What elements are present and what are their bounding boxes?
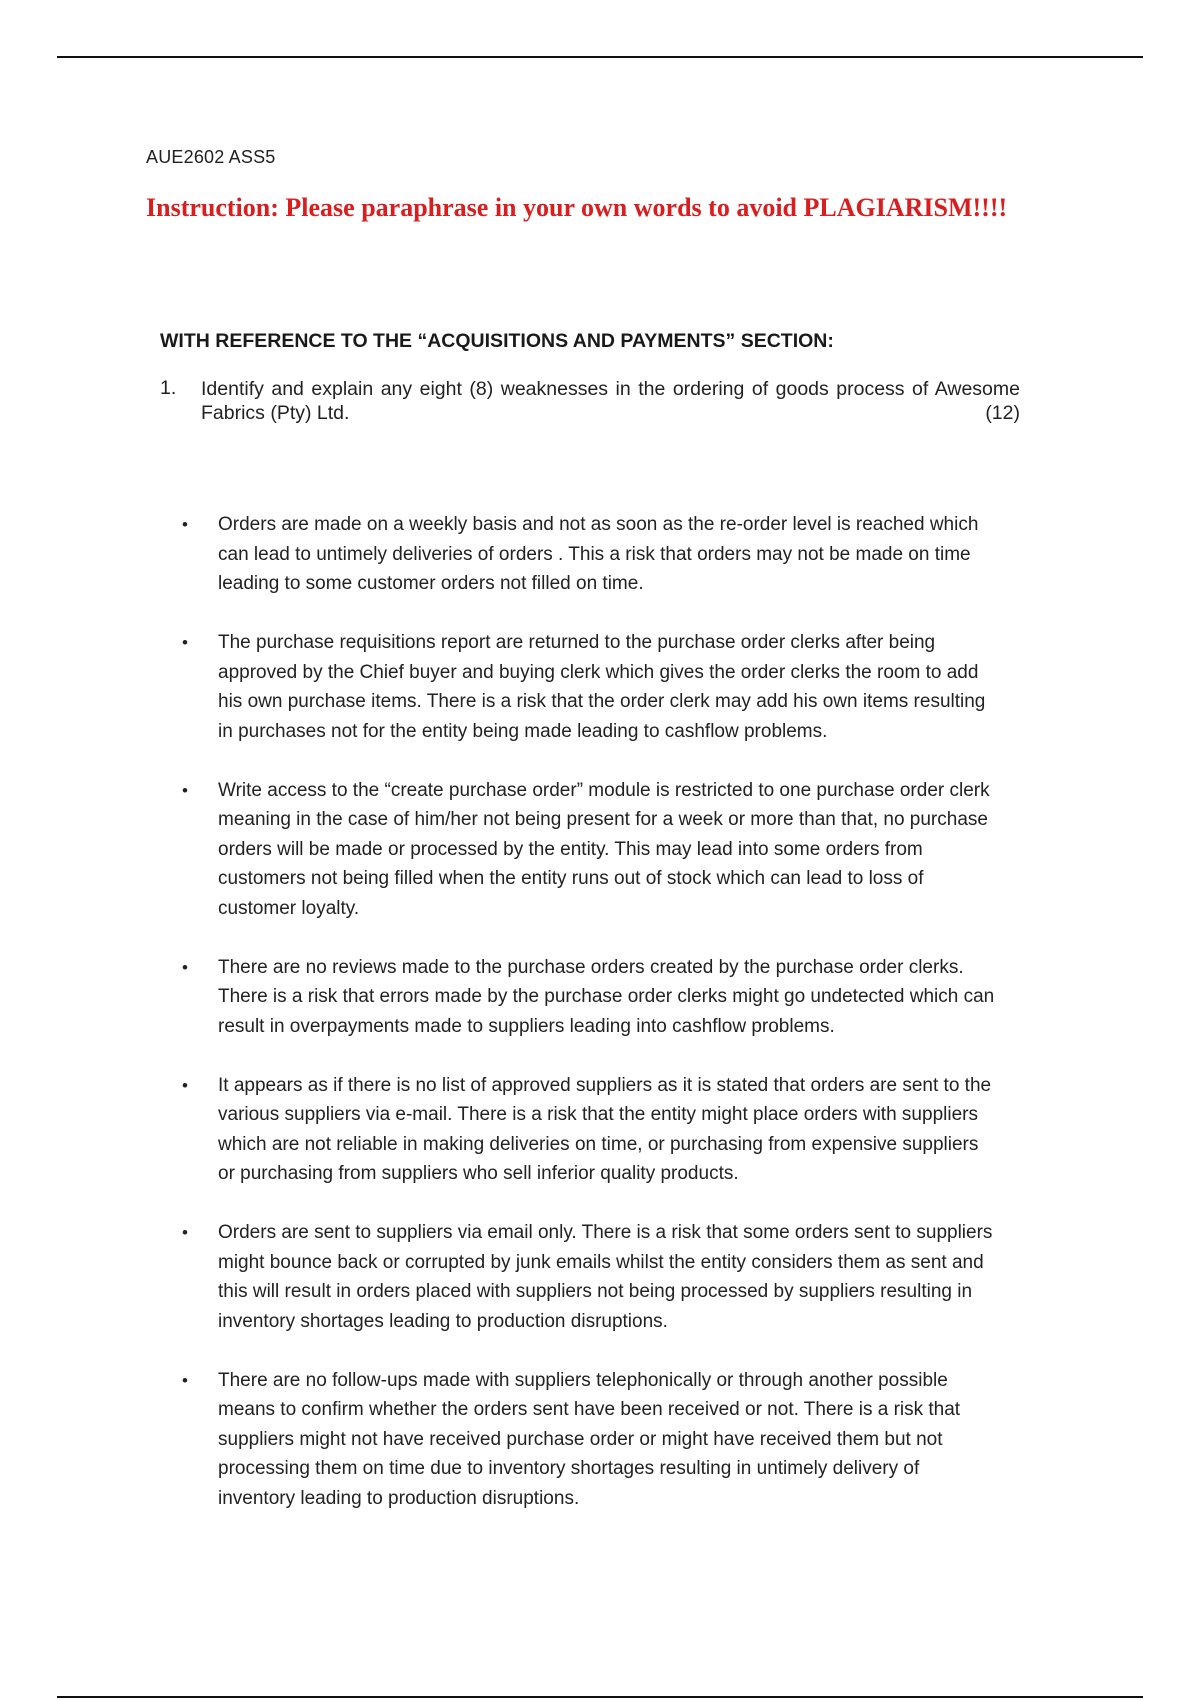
bullet-icon: • (182, 1370, 188, 1390)
answer-item (170, 1366, 1050, 1514)
bullet-icon: • (182, 515, 188, 534)
answer-line: which are not reliable in making deliveries on time, or purchasing from expensive suppliers (218, 1133, 979, 1155)
answer-line: suppliers might not have received purchase order or might have received them but not (218, 1428, 943, 1450)
instruction-text: Instruction: Please paraphrase in your own words to avoid PLAGIARISM!!!! (146, 193, 1008, 222)
bottom-rule (57, 1696, 1143, 1698)
bullet-icon: • (182, 1223, 188, 1242)
bullet-icon: • (182, 957, 188, 977)
answer-item (170, 1218, 1050, 1336)
answer-line: Orders are sent to suppliers via email only. There is a risk that some orders sent to suppliers (218, 1222, 993, 1243)
answer-line: There are no follow-ups made with suppliers telephonically or through another possible (218, 1369, 948, 1391)
answer-line: inventory leading to production disruptions. (218, 1487, 580, 1509)
answer-line: customers not being filled when the entity runs out of stock which can lead to loss of (218, 868, 924, 889)
bullet-icon: • (182, 633, 188, 652)
answer-line: means to confirm whether the orders sent have been received or not. There is a risk that (218, 1399, 961, 1420)
answer-line: customer loyalty. (218, 897, 360, 919)
answer-line: leading to some customer orders not filled on time. (218, 573, 644, 594)
answer-item (170, 1071, 1050, 1189)
section-heading: WITH REFERENCE TO THE “ACQUISITIONS AND PAYMENTS” SECTION: (160, 330, 834, 352)
top-rule (57, 56, 1143, 58)
answer-line: this will result in orders placed with suppliers not being processed by suppliers resulting in (218, 1281, 973, 1302)
answer-line: in purchases not for the entity being made leading to cashflow problems. (218, 720, 828, 742)
answer-line: might bounce back or corrupted by junk emails whilst the entity considers them as sent and (218, 1251, 984, 1273)
answer-line: various suppliers via e-mail. There is a risk that the entity might place orders with suppliers (218, 1104, 978, 1125)
answer-line: There are no reviews made to the purchase orders created by the purchase order clerks. (218, 956, 964, 978)
bullet-icon: • (182, 780, 188, 800)
answer-item (170, 953, 1050, 1042)
answer-line: meaning in the case of him/her not being present for a week or more than that, no purchase (218, 809, 988, 830)
answer-line: result in overpayments made to suppliers leading into cashflow problems. (218, 1015, 835, 1037)
answer-line: inventory shortages leading to production disruptions. (218, 1310, 668, 1332)
answer-list (170, 510, 1050, 1543)
answer-item (170, 776, 1050, 924)
question-text: Identify and explain any eight (8) weaknesses in the ordering of goods process of Awesome Fabrics (Pty) Ltd. (201, 378, 1020, 424)
answer-line: The purchase requisitions report are returned to the purchase order clerks after being (218, 632, 936, 653)
answer-item (170, 510, 1050, 599)
bullet-icon: • (182, 1075, 188, 1095)
answer-line: can lead to untimely deliveries of orders . This a risk that orders may not be made on time (218, 543, 971, 565)
answer-line: approved by the Chief buyer and buying clerk which gives the order clerks the room to add (218, 661, 979, 683)
question-marks: (12) (985, 402, 1020, 424)
answer-line: processing them on time due to inventory shortages resulting in untimely delivery of (218, 1458, 920, 1479)
answer-item (170, 628, 1050, 746)
answer-line: his own purchase items. There is a risk that the order clerk may add his own items resulting (218, 691, 986, 712)
question-number: 1. (160, 377, 177, 399)
answer-line: Orders are made on a weekly basis and not as soon as the re-order level is reached which (218, 514, 979, 535)
answer-line: orders will be made or processed by the entity. This may lead into some orders from (218, 838, 923, 860)
answer-line: or purchasing from suppliers who sell inferior quality products. (218, 1163, 739, 1184)
answer-line: Write access to the “create purchase order” module is restricted to one purchase order clerk (218, 779, 990, 801)
answer-line: It appears as if there is no list of approved suppliers as it is stated that orders are sent to the (218, 1074, 992, 1096)
course-code: AUE2602 ASS5 (146, 147, 276, 167)
answer-line: There is a risk that errors made by the purchase order clerks might go undetected which can (218, 986, 995, 1007)
